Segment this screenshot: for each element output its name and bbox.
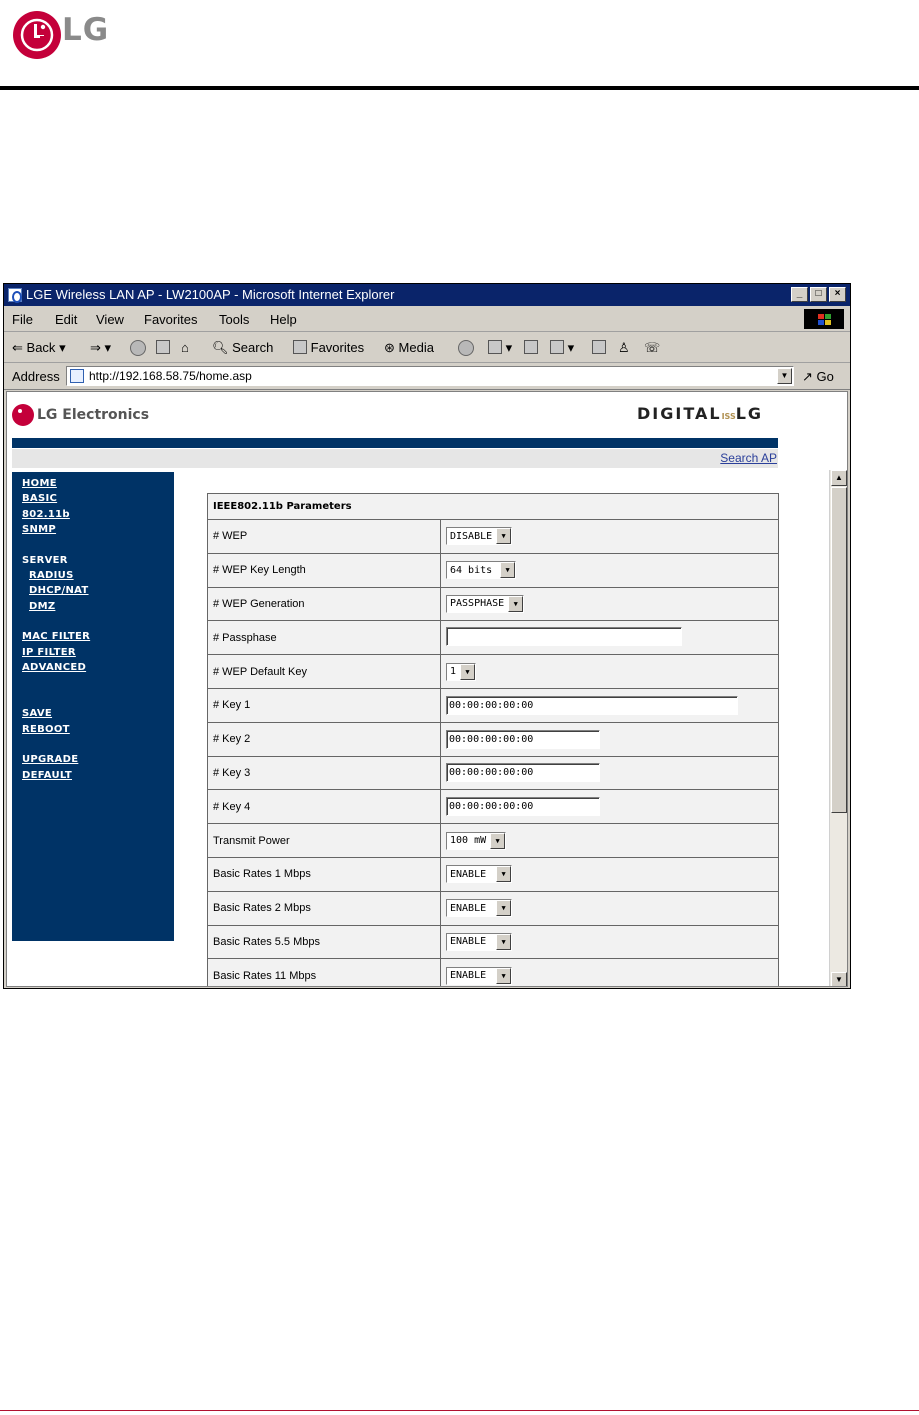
table-row xyxy=(208,891,779,925)
related-button[interactable] xyxy=(644,340,660,356)
key1-label: # Key 1 xyxy=(208,688,441,722)
lg-face-icon xyxy=(12,10,62,60)
menu-view[interactable]: View xyxy=(96,312,124,327)
scroll-down-icon[interactable]: ▼ xyxy=(831,972,847,987)
forward-button[interactable]: ⇒ ▾ xyxy=(90,340,112,355)
table-row xyxy=(208,925,779,959)
scrollbar-thumb[interactable] xyxy=(831,487,847,813)
key3-label: # Key 3 xyxy=(208,756,441,790)
edit-icon xyxy=(550,340,564,354)
table-row xyxy=(208,857,779,891)
key2-input[interactable]: 00:00:00:00:00 xyxy=(446,730,600,749)
basic-rate-1-cell xyxy=(441,857,779,891)
nav-ip-filter[interactable]: IP FILTER xyxy=(22,646,76,658)
dropdown-arrow-icon: ▼ xyxy=(496,866,511,882)
key4-input[interactable]: 00:00:00:00:00 xyxy=(446,797,600,816)
window-title: LGE Wireless LAN AP - LW2100AP - Microsoft Internet Explorer xyxy=(26,287,395,302)
table-row xyxy=(208,621,779,655)
stop-button[interactable] xyxy=(130,340,148,356)
table-row xyxy=(208,722,779,756)
ieee80211b-parameters-table xyxy=(207,493,779,987)
dropdown-arrow-icon: ▼ xyxy=(500,562,515,578)
search-ap-link[interactable]: Search AP xyxy=(720,451,777,465)
back-label: Back xyxy=(26,340,56,355)
basic-rate-2-label: Basic Rates 2 Mbps xyxy=(208,891,441,925)
dropdown-arrow-icon: ▼ xyxy=(460,664,475,680)
subheader-band xyxy=(12,449,778,468)
nav-spacer xyxy=(22,614,174,629)
wep-default-key-label: # WEP Default Key xyxy=(208,655,441,689)
side-navigation xyxy=(12,472,174,941)
toolbar xyxy=(4,333,850,363)
browser-window xyxy=(3,283,851,989)
refresh-button[interactable] xyxy=(156,340,170,355)
menu-tools[interactable]: Tools xyxy=(219,312,250,327)
menu-favorites[interactable]: Favorites xyxy=(144,312,198,327)
refresh-icon xyxy=(156,340,170,354)
maximize-button[interactable]: □ xyxy=(810,287,827,302)
address-bar xyxy=(4,364,850,390)
dropdown-arrow-icon: ▼ xyxy=(490,833,505,849)
messenger-icon: ♙ xyxy=(618,340,630,355)
address-dropdown-icon[interactable]: ▼ xyxy=(777,368,792,384)
table-header-row xyxy=(208,494,779,520)
history-button[interactable] xyxy=(458,340,476,356)
nav-upgrade[interactable]: UPGRADE xyxy=(22,754,79,766)
wep-generation-value: PASSPHASE xyxy=(450,598,505,610)
nav-dmz[interactable]: DMZ xyxy=(29,600,56,612)
basic-rate-11-value: ENABLE xyxy=(450,970,487,982)
go-button[interactable] xyxy=(802,369,834,385)
nav-mac-filter[interactable]: MAC FILTER xyxy=(22,631,91,643)
key2-label: # Key 2 xyxy=(208,722,441,756)
wep-generation-label: # WEP Generation xyxy=(208,587,441,621)
discuss-icon xyxy=(592,340,606,354)
page-icon xyxy=(70,369,84,383)
wep-key-length-select[interactable] xyxy=(446,561,516,579)
home-icon: ⌂ xyxy=(181,340,189,355)
footer-rule xyxy=(0,1410,919,1411)
nav-dhcp-nat[interactable]: DHCP/NAT xyxy=(29,585,89,597)
mail-icon xyxy=(488,340,502,354)
table-row xyxy=(208,824,779,858)
favorites-button[interactable] xyxy=(293,340,364,355)
nav-spacer xyxy=(22,737,174,752)
mail-button[interactable]: ▾ xyxy=(488,340,512,356)
search-label: Search xyxy=(232,340,274,355)
dropdown-arrow-icon: ▼ xyxy=(496,934,511,950)
wep-value: DISABLE xyxy=(450,530,493,542)
media-icon: ⊛ xyxy=(384,340,395,355)
basic-rate-2-cell xyxy=(441,891,779,925)
site-logo xyxy=(12,404,149,426)
address-input[interactable] xyxy=(66,366,794,386)
basic-rate-1-select[interactable] xyxy=(446,865,512,883)
history-icon xyxy=(458,340,474,356)
nav-save[interactable]: SAVE xyxy=(22,708,53,720)
discuss-button[interactable] xyxy=(592,340,606,355)
media-label: Media xyxy=(398,340,434,355)
dropdown-arrow-icon: ▼ xyxy=(496,900,511,916)
nav-radius[interactable]: RADIUS xyxy=(29,570,74,582)
table-row xyxy=(208,790,779,824)
menu-edit[interactable]: Edit xyxy=(55,312,78,327)
transmit-power-cell xyxy=(441,824,779,858)
wep-label: # WEP xyxy=(208,520,441,554)
basic-rate-1-label: Basic Rates 1 Mbps xyxy=(208,857,441,891)
passphase-input[interactable] xyxy=(446,627,682,646)
key4-cell xyxy=(441,790,779,824)
ie-icon xyxy=(8,288,22,302)
dropdown-arrow-icon: ▼ xyxy=(496,528,511,544)
table-title: IEEE802.11b Parameters xyxy=(208,494,779,520)
nav-home[interactable]: HOME xyxy=(22,478,57,489)
wep-default-key-select[interactable] xyxy=(446,663,476,681)
nav-snmp[interactable]: SNMP xyxy=(22,524,57,536)
basic-rate-11-select[interactable] xyxy=(446,967,512,985)
search-button[interactable] xyxy=(212,340,273,356)
search-icon: 🔍︎ xyxy=(212,340,229,355)
wep-key-length-label: # WEP Key Length xyxy=(208,553,441,587)
stop-icon xyxy=(130,340,146,356)
vertical-scrollbar[interactable] xyxy=(829,470,847,987)
basic-rate-2-value: ENABLE xyxy=(450,902,487,914)
print-icon xyxy=(524,340,538,354)
wep-generation-select[interactable] xyxy=(446,595,524,613)
windows-logo-icon xyxy=(804,309,844,329)
table-row xyxy=(208,553,779,587)
dropdown-arrow-icon: ▼ xyxy=(508,596,523,612)
digital-lg-logo xyxy=(637,404,763,423)
header-rule xyxy=(0,86,919,90)
nav-default[interactable]: DEFAULT xyxy=(22,769,73,781)
table-row xyxy=(208,688,779,722)
digital-text: DIGITAL xyxy=(637,404,722,423)
transmit-power-label: Transmit Power xyxy=(208,824,441,858)
lg-mini-logo-icon xyxy=(12,404,34,426)
menu-file[interactable]: File xyxy=(12,312,33,327)
nav-spacer xyxy=(22,675,174,706)
header-band xyxy=(12,438,778,448)
basic-rate-5-5-label: Basic Rates 5.5 Mbps xyxy=(208,925,441,959)
site-brand: LG Electronics xyxy=(37,407,150,423)
wep-generation-cell xyxy=(441,587,779,621)
wep-cell xyxy=(441,520,779,554)
wep-key-length-value: 64 bits xyxy=(450,564,493,576)
basic-rate-1-value: ENABLE xyxy=(450,868,487,880)
home-button[interactable] xyxy=(181,340,189,355)
transmit-power-value: 100 mW xyxy=(450,835,487,847)
wep-key-length-cell xyxy=(441,553,779,587)
digital-small-text: ISS xyxy=(721,412,736,421)
favorites-icon xyxy=(293,340,307,354)
basic-rate-5-5-cell xyxy=(441,925,779,959)
table-row xyxy=(208,587,779,621)
transmit-power-select[interactable] xyxy=(446,832,506,850)
nav-server-header: SERVER xyxy=(22,554,68,566)
nav-spacer xyxy=(22,538,174,553)
address-label: Address xyxy=(12,369,60,384)
key3-cell xyxy=(441,756,779,790)
back-dropdown-icon: ▾ xyxy=(59,340,66,355)
speech-bubble-icon: ☏ xyxy=(644,340,661,355)
basic-rate-11-label: Basic Rates 11 Mbps xyxy=(208,959,441,987)
nav-802-11b[interactable]: 802.11b xyxy=(22,508,70,520)
minimize-button[interactable]: _ xyxy=(791,287,808,302)
menu-bar xyxy=(4,306,850,332)
key4-label: # Key 4 xyxy=(208,790,441,824)
address-url: http://192.168.58.75/home.asp xyxy=(89,369,252,383)
menu-help[interactable]: Help xyxy=(270,312,297,327)
wep-default-key-value: 1 xyxy=(450,666,457,678)
nav-reboot[interactable]: REBOOT xyxy=(22,723,70,735)
key3-input[interactable]: 00:00:00:00:00 xyxy=(446,763,600,782)
lg-logo-text: LG xyxy=(62,12,110,48)
print-button[interactable] xyxy=(524,340,538,355)
window-controls xyxy=(791,287,846,302)
messenger-button[interactable] xyxy=(618,340,630,356)
wep-default-key-cell xyxy=(441,655,779,689)
back-arrow-icon: ⇐ xyxy=(12,340,23,355)
table-row xyxy=(208,520,779,554)
key1-input[interactable]: 00:00:00:00:00 xyxy=(446,696,738,715)
close-button[interactable]: × xyxy=(829,287,846,302)
nav-basic[interactable]: BASIC xyxy=(22,493,58,505)
edit-button[interactable]: ▾ xyxy=(550,340,574,356)
digital-lg-text: LG xyxy=(735,404,764,423)
key1-cell xyxy=(441,688,779,722)
nav-advanced[interactable]: ADVANCED xyxy=(22,662,87,674)
table-row xyxy=(208,959,779,987)
basic-rate-5-5-value: ENABLE xyxy=(450,936,487,948)
basic-rate-5-5-select[interactable] xyxy=(446,933,512,951)
go-label: Go xyxy=(816,369,834,384)
basic-rate-11-cell xyxy=(441,959,779,987)
go-arrow-icon: ↗ xyxy=(802,369,813,384)
key2-cell xyxy=(441,722,779,756)
dropdown-arrow-icon: ▼ xyxy=(496,968,511,984)
back-button[interactable] xyxy=(12,340,66,356)
favorites-label: Favorites xyxy=(310,340,365,355)
scroll-up-icon[interactable]: ▲ xyxy=(831,470,847,486)
passphase-label: # Passphase xyxy=(208,621,441,655)
table-row xyxy=(208,756,779,790)
media-button[interactable] xyxy=(384,340,434,356)
passphase-cell xyxy=(441,621,779,655)
table-row xyxy=(208,655,779,689)
title-bar xyxy=(4,284,850,306)
basic-rate-2-select[interactable] xyxy=(446,899,512,917)
wep-select[interactable] xyxy=(446,527,512,545)
page-viewport xyxy=(6,391,848,987)
